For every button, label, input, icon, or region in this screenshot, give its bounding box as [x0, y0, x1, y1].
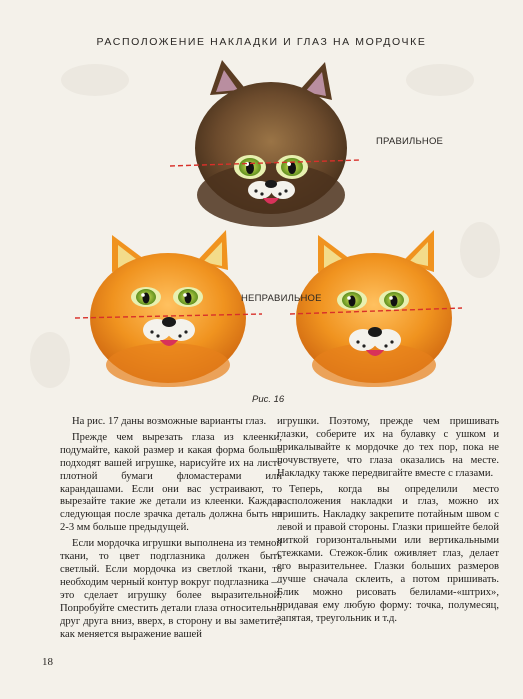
paragraph: На рис. 17 даны возможные варианты глаз.	[72, 416, 267, 427]
label-correct: ПРАВИЛЬНОЕ	[376, 136, 444, 147]
paragraph: игрушки. Поэтому, прежде чем пришивать глазки, соберите их на булавку с ушком и прикалывайте к мордочке до тех пор, пока не почувствуете, что глаза оказались на месте. Накладку также передвигайте вместе с глазами.	[277, 416, 499, 479]
label-incorrect: НЕПРАВИЛЬНОЕ	[241, 293, 322, 304]
page-number: 18	[42, 656, 53, 668]
text-column-left	[60, 416, 282, 641]
page-header: РАСПОЛОЖЕНИЕ НАКЛАДКИ И ГЛАЗ НА МОРДОЧКЕ	[96, 36, 427, 48]
text-column-right	[277, 416, 499, 626]
paragraph: Теперь, когда вы определили место расположения накладки и глаз, можно их пришить. Накладку закрепите потайным швом с левой и правой стороны. Глазки пришейте белой ниткой горизонтальными или вертикальными стежками. Стежок-блик оживляет глаз, делает его выразительнее. Глазки больших размеров лучше сначала склеить, а потом пришивать. Блик можно рисовать белилами-«штрих», придавая ему любую форму: точка, полумесяц, запятая, треугольник и т.д.	[277, 483, 499, 624]
paragraph: Если мордочка игрушки выполнена из темной ткани, то цвет подглазника должен быть светлый. Если мордочка из светлой ткани, то необходим черный контур вокруг подглазника — это сделает игрушку более выразительной. Попробуйте сместить детали глаза относительно друг друга вниз, вверх, в сторону и вы заметите, как меняется выражение вашей	[60, 538, 282, 640]
orange-fox-face-icon	[90, 230, 246, 387]
figure-caption: Рис. 16	[252, 394, 285, 405]
brown-cat-face-icon	[195, 60, 347, 227]
paragraph: Прежде чем вырезать глаза из клеенки, подумайте, какой размер и какая форма больше подходят вашей игрушке, нарисуйте их на листе плотной бумаги фломастерами или карандашами. Если они вас устраивают, то вырезайте такие же детали из клеенки. Каждая следующая после зрачка деталь должна быть на 2-3 мм больше предыдущей.	[60, 431, 282, 534]
